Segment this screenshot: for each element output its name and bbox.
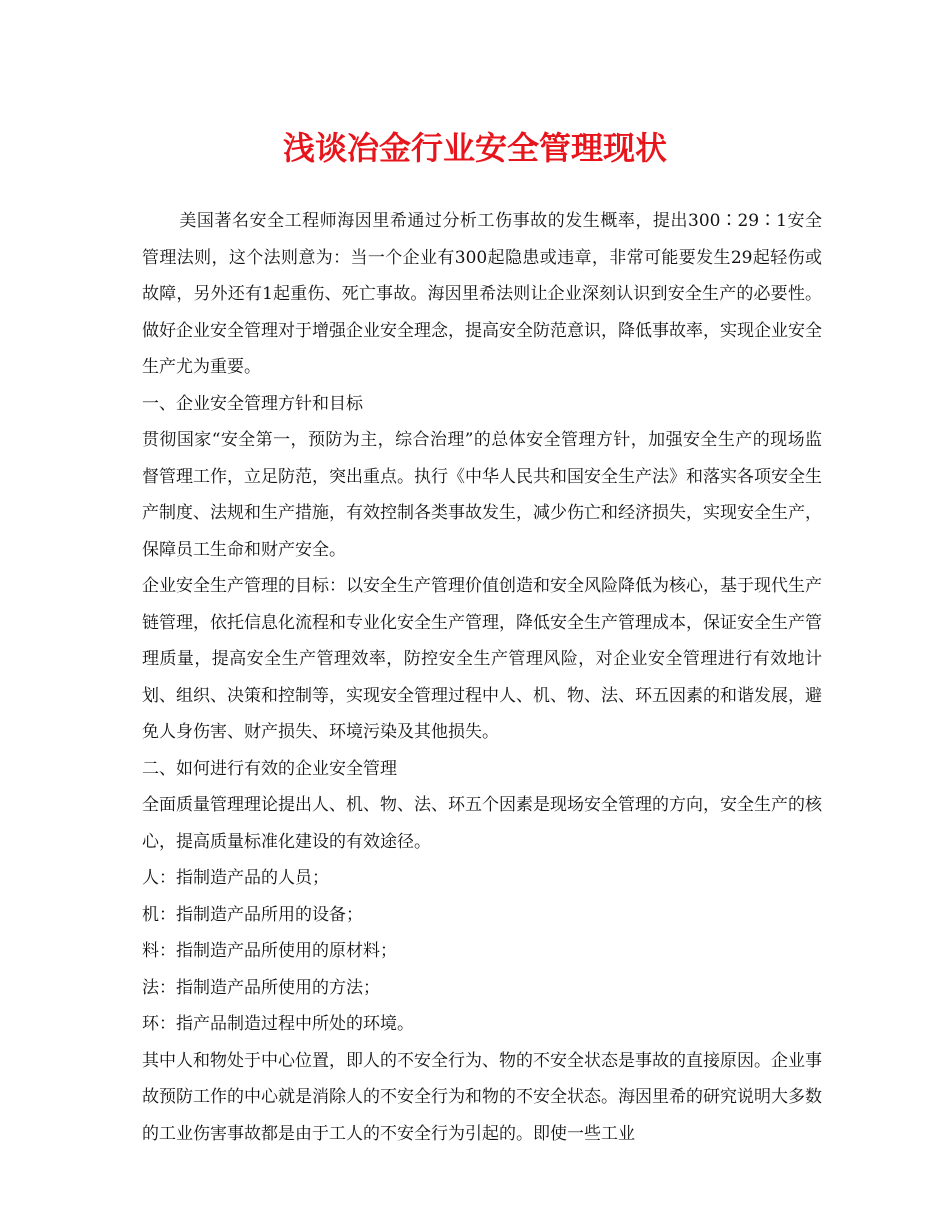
policy-paragraph: 贯彻国家“安全第一，预防为主，综合治理”的总体安全管理方针，加强安全生产的现场监督管理工作，立足防范，突出重点。执行《中华人民共和国安全生产法》和落实各项安全生产制度、法规和生产措施，有效控制各类事故发生，减少伤亡和经济损失，实现安全生产，保障员工生命和财产安全。: [142, 430, 822, 560]
document-body: [142, 203, 822, 1152]
analysis-paragraph: 其中人和物处于中心位置，即人的不安全行为、物的不安全状态是事故的直接原因。企业事故预防工作的中心就是消除人的不安全行为和物的不安全状态。海因里希的研究说明大多数的工业伤害事故都是由于工人的不安全行为引起的。即使一些工业: [142, 1050, 822, 1144]
theory-paragraph: 全面质量管理理论提出人、机、物、法、环五个因素是现场安全管理的方向，安全生产的核心，提高质量标准化建设的有效途径。: [142, 795, 822, 852]
list-item-machine: 机：指制造产品所用的设备；: [142, 904, 363, 925]
intro-paragraph: 美国著名安全工程师海因里希通过分析工伤事故的发生概率，提出300∶29∶1安全管理法则，这个法则意为：当一个企业有300起隐患或违章，非常可能要发生29起轻伤或故障，另外还有1起重伤、死亡事故。海因里希法则让企业深刻认识到安全生产的必要性。做好企业安全管理对于增强企业安全理念，提高安全防范意识，降低事故率，实现企业安全生产尤为重要。: [142, 211, 822, 377]
section-heading-2: 二、如何进行有效的企业安全管理: [142, 758, 397, 779]
list-item-material: 料：指制造产品所使用的原材料；: [142, 941, 397, 961]
list-item-people: 人：指制造产品的人员；: [142, 868, 329, 888]
goal-paragraph: 企业安全生产管理的目标：以安全生产管理价值创造和安全风险降低为核心，基于现代生产链管理，依托信息化流程和专业化安全生产管理，降低安全生产管理成本，保证安全生产管理质量，提高安全生产管理效率，防控安全生产管理风险，对企业安全管理进行有效地计划、组织、决策和控制等，实现安全管理过程中人、机、物、法、环五因素的和谐发展，避免人身伤害、财产损失、环境污染及其他损失。: [142, 576, 822, 742]
list-item-environment: 环：指产品制造过程中所处的环境。: [142, 1014, 414, 1034]
document-title: 浅谈冶金行业安全管理现状: [282, 129, 667, 167]
section-heading-1: 一、企业安全管理方针和目标: [142, 393, 363, 414]
list-item-method: 法：指制造产品所使用的方法；: [142, 977, 380, 998]
